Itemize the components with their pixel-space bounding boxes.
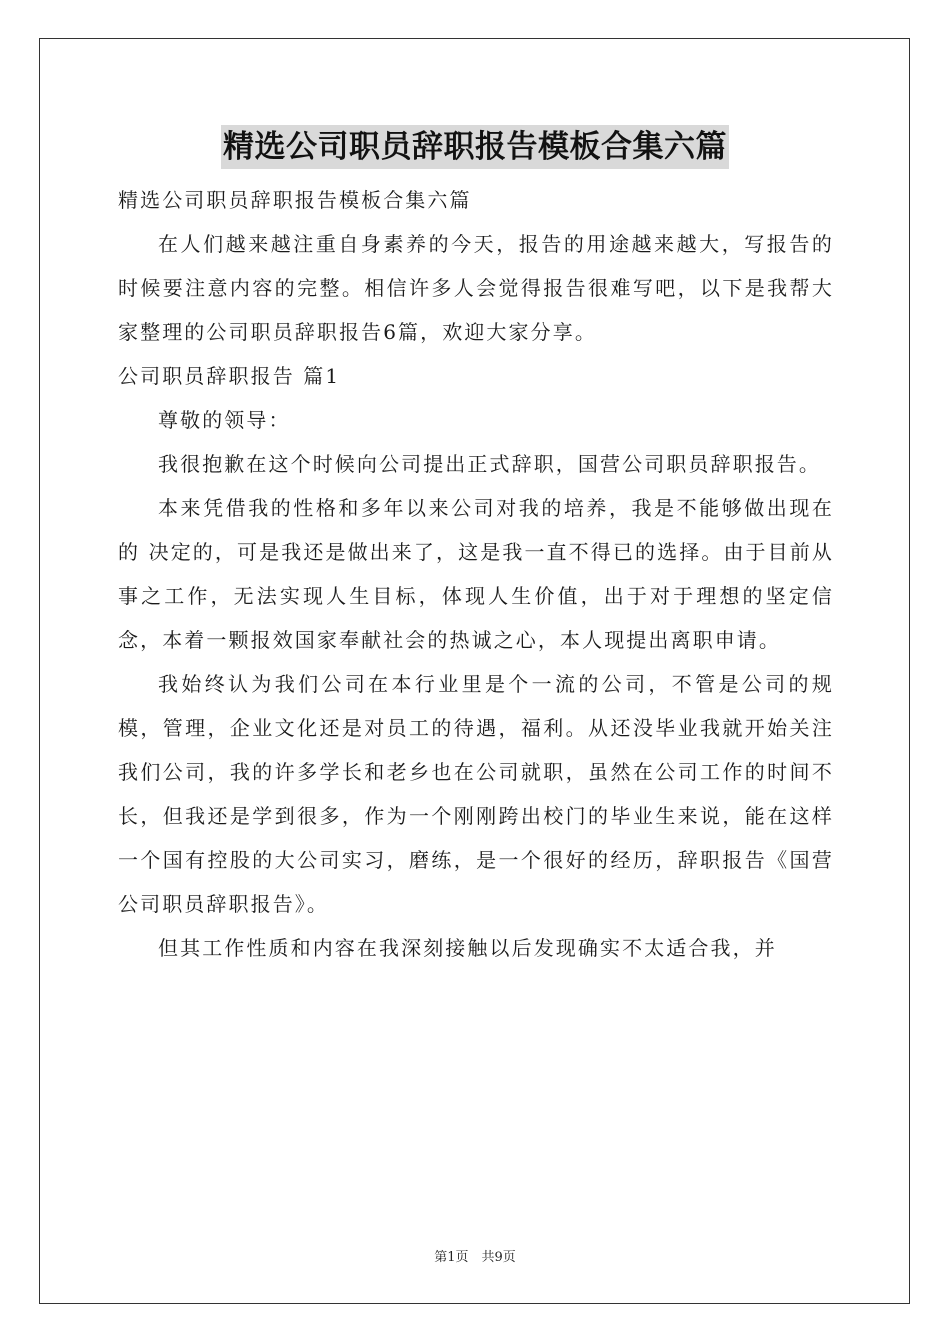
body-paragraph-1: 我很抱歉在这个时候向公司提出正式辞职，国营公司职员辞职报告。	[158, 452, 821, 476]
document-subtitle: 精选公司职员辞职报告模板合集六篇	[118, 188, 472, 212]
body-paragraph-3: 我始终认为我们公司在本行业里是个一流的公司，不管是公司的规模，管理，企业文化还是对员工的待遇，福利。从还没毕业我就开始关注我们公司，我的许多学长和老乡也在公司就职，虽然在公司工作的时间不长，但我还是学到很多，作为一个刚刚跨出校门的毕业生来说，能在这样一个国有控股的大公司实习，磨练，是一个很好的经历，辞职报告《国营公司职员辞职报告》。	[118, 672, 834, 916]
page-footer: 第1页 共9页	[434, 1250, 516, 1265]
document-content	[118, 178, 834, 970]
section-heading: 公司职员辞职报告 篇1	[118, 364, 341, 388]
title-wrap	[0, 125, 950, 169]
body-paragraph-2: 本来凭借我的性格和多年以来公司对我的培养，我是不能够做出现在的 决定的，可是我还是做出来了，这是我一直不得已的选择。由于目前从事之工作，无法实现人生目标，体现人生价值，出于对于理想的坚定信念，本着一颗报效国家奉献社会的热诚之心，本人现提出离职申请。	[118, 496, 834, 652]
body-paragraph-4: 但其工作性质和内容在我深刻接触以后发现确实不太适合我，并	[158, 936, 777, 960]
document-title: 精选公司职员辞职报告模板合集六篇	[221, 125, 729, 169]
intro-paragraph: 在人们越来越注重自身素养的今天，报告的用途越来越大，写报告的时候要注意内容的完整。相信许多人会觉得报告很难写吧，以下是我帮大家整理的公司职员辞职报告6篇，欢迎大家分享。	[118, 232, 834, 344]
salutation: 尊敬的领导：	[158, 408, 291, 432]
